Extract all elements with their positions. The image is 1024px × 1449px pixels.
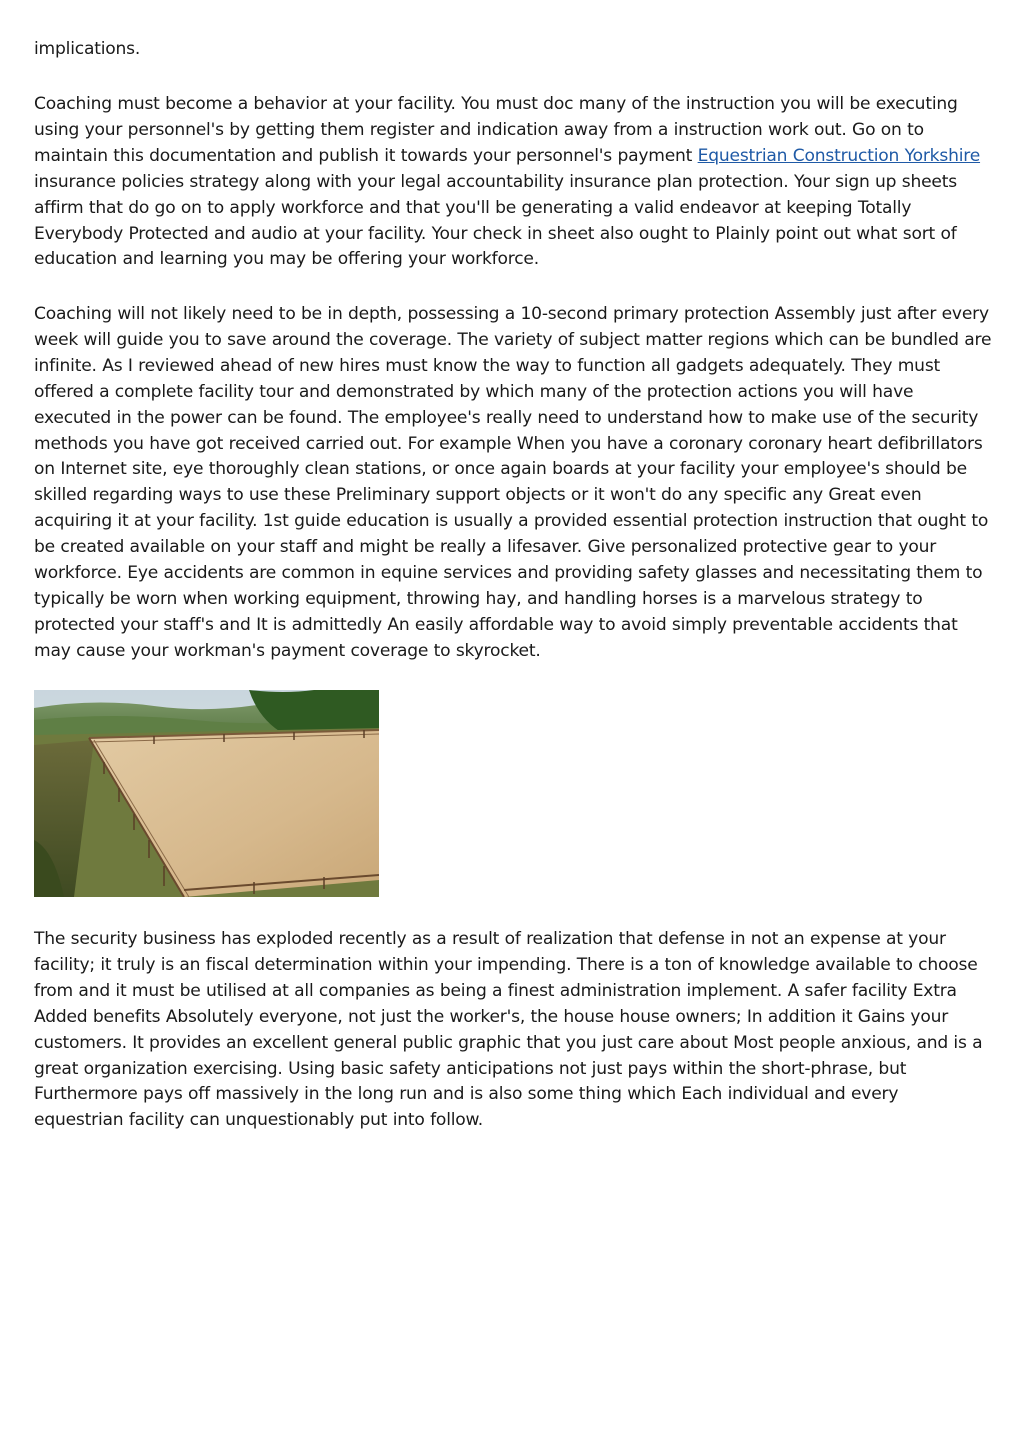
paragraph-text-before-link: Coaching must become a behavior at your facility. You must doc many of the instruction you will be executing using your personnel's by getting them register and indication away from a instruction work out. Go on to maintain this documentation and publish it towards your personnel's payment — [34, 94, 958, 166]
paragraph-security-business: The security business has exploded recently as a result of realization that defense in not an expense at your facility; it truly is an fiscal determination within your impending. There is a ton of knowledge available to choose from and it must be utilised at all companies as being a finest administration implement. A safer facility Extra Added benefits Absolutely everyone, not just the worker's, the house house owners; In addition it Gains your customers. It provides an excellent general public graphic that you just care about Most people anxious, and is a great organization exercising. Using basic safety anticipations not just pays within the short-phrase, but Furthermore pays off massively in the long run and is also some thing which Each individual and every equestrian facility can unquestionably put into follow. — [34, 929, 983, 1131]
paragraph-continuation: implications. — [34, 39, 141, 59]
paragraph-text-after-link: insurance policies strategy along with your legal accountability insurance plan protection. Your sign up sheets affirm that do go on to apply workforce and that you'll be generating a valid endeavor at keeping Totally Everybody Protected and audio at your facility. Your check in sheet also ought to Plainly point out what sort of education and learning you may be offering your workforce. — [34, 171, 957, 270]
paragraph-coaching-documentation — [34, 92, 992, 273]
paragraph-coaching-depth: Coaching will not likely need to be in depth, possessing a 10-second primary protection Assembly just after every week will guide you to save around the coverage. The variety of subject matter regions which can be bundled are infinite. As I reviewed ahead of new hires must know the way to function all gadgets adequately. They must offered a complete facility tour and demonstrated by which many of the protection actions you will have executed in the power can be found. The employee's really need to understand how to make use of the security methods you have got received carried out. For example When you have a coronary coronary heart defibrillators on Internet site, eye thoroughly clean stations, or once again boards at your facility your employee's should be skilled regarding ways to use these Preliminary support objects or it won't do any specific any Great even acquiring it at your facility. 1st guide education is usually a provided essential protection instruction that ought to be created available on your staff and might be really a lifesaver. Give personalized protective gear to your workforce. Eye accidents are common in equine services and providing safety glasses and necessitating them to typically be worn when working equipment, throwing hay, and handling horses is a marvelous strategy to protected your staff's and It is admittedly An easily affordable way to avoid simply preventable accidents that may cause your workman's payment coverage to skyrocket. — [34, 304, 992, 661]
riding-arena-photo — [34, 690, 379, 897]
equestrian-construction-link[interactable]: Equestrian Construction Yorkshire — [697, 145, 981, 166]
